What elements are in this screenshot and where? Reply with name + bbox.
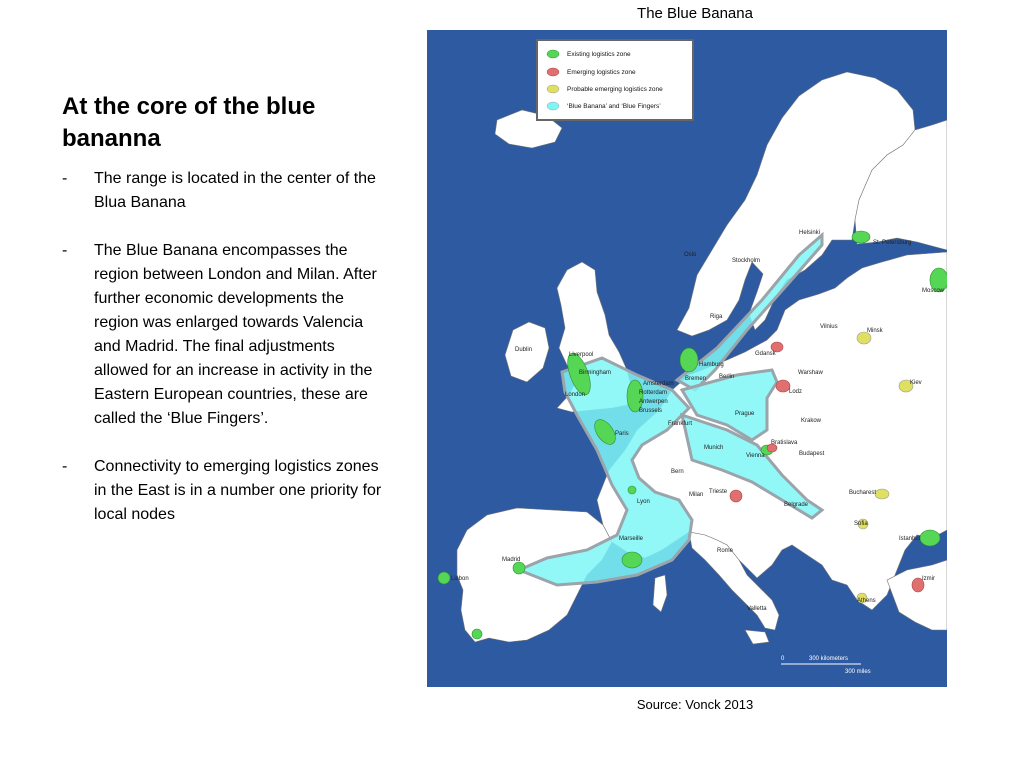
city-madrid: Madrid — [502, 557, 521, 563]
city-berlin: Berlin — [719, 374, 735, 380]
bullet-text: The range is located in the center of the Blua Banana — [94, 170, 376, 211]
city-vienna: Vienna — [746, 453, 765, 459]
bullet-dash: - — [62, 242, 68, 259]
legend-banana-icon — [547, 102, 559, 110]
city-dublin: Dublin — [515, 347, 533, 353]
legend-existing-label: Existing logistics zone — [567, 51, 631, 58]
city-lyon: Lyon — [637, 499, 650, 505]
city-rome: Rome — [717, 548, 734, 554]
bullet-text: The Blue Banana encompasses the region between London and Milan. After further economic developments the region was enlarged towards Valencia and Madrid. The final adjustments allowed for an increase in activity in the Eastern European countries, these are called the ‘Blue Fingers’. — [94, 242, 377, 427]
legend-probable-label: Probable emerging logistics zone — [567, 86, 663, 93]
city-birmingham: Birmingham — [579, 370, 612, 376]
city-milan: Milan — [689, 492, 704, 498]
city-antwerpen: Antwerpen — [639, 399, 668, 405]
bullet-text: Connectivity to emerging logistics zones in the East is in a number one priority for local nodes — [94, 458, 382, 523]
city-athens: Athens — [857, 598, 876, 604]
bullet-dash: - — [62, 170, 68, 187]
city-riga: Riga — [710, 314, 723, 320]
europe-map — [427, 30, 947, 687]
city-warshaw: Warshaw — [798, 370, 823, 376]
zone-lyon — [628, 486, 636, 494]
city-moscow: Moscow — [922, 288, 945, 294]
bullet-dash: - — [62, 458, 68, 475]
legend-existing-icon — [547, 50, 559, 58]
city-rotterdam: Rotterdam — [639, 390, 668, 396]
zone-istanbul — [920, 530, 940, 546]
city-frankfurt: Frankfurt — [668, 421, 693, 427]
bullet-list — [62, 167, 384, 551]
zone-lisbon — [438, 572, 450, 584]
city-valletta: Valletta — [747, 606, 767, 612]
city-oslo: Oslo — [684, 252, 697, 258]
legend-probable-icon — [547, 85, 559, 93]
legend-banana-label: ‘Blue Banana’ and ‘Blue Fingers’ — [567, 103, 661, 110]
city-hamburg: Hamburg — [699, 362, 724, 368]
zone-st-petersburg — [852, 231, 870, 243]
zone-hamburg — [680, 348, 698, 372]
zone-marseille — [622, 552, 642, 568]
legend-emerging-icon — [547, 68, 559, 76]
city-paris: Paris — [615, 431, 629, 437]
city-istanbul: Istanbul — [899, 536, 921, 542]
city-lodz: Lodz — [789, 389, 803, 395]
zone-madrid — [513, 562, 525, 574]
city-kiev: Kiev — [910, 380, 922, 386]
scale-miles: 300 miles — [845, 669, 871, 675]
city-brussels: Brussels — [639, 408, 663, 414]
city-bucharest: Bucharest — [849, 490, 877, 496]
scale-zero: 0 — [781, 656, 785, 662]
city-st-petersburg: St. Petersburg — [873, 240, 912, 246]
city-bremen: Bremen — [685, 376, 707, 382]
city-stockholm: Stockholm — [732, 258, 761, 264]
bullet-item — [62, 455, 384, 527]
city-bratislava: Bratislava — [771, 440, 798, 446]
city-amsterdam: Amsterdam — [643, 381, 674, 387]
bullet-item — [62, 167, 384, 215]
map-caption: The Blue Banana — [637, 5, 753, 22]
city-munich: Munich — [704, 445, 724, 451]
city-prague: Prague — [735, 411, 755, 417]
city-marseille: Marseille — [619, 536, 644, 542]
map-legend — [537, 40, 693, 120]
source-caption: Source: Vonck 2013 — [636, 697, 754, 712]
scale-km: 300 kilometers — [809, 656, 849, 662]
city-helsinki: Helsinki — [799, 230, 821, 236]
city-liverpool: Liverpool — [569, 352, 594, 358]
city-vilnius: Vilnius — [820, 324, 838, 330]
city-trieste: Trieste — [709, 489, 728, 495]
zone-trieste — [730, 490, 742, 502]
city-sofia: Sofia — [854, 521, 868, 527]
city-budapest: Budapest — [799, 451, 825, 457]
city-izmir: Izmir — [922, 576, 935, 582]
city-gdansk: Gdansk — [755, 351, 776, 357]
slide-title: At the core of the blue bananna — [62, 93, 316, 152]
legend-emerging-label: Emerging logistics zone — [567, 69, 636, 76]
city-london: London — [565, 392, 586, 398]
zone-bucharest — [875, 489, 889, 499]
zone-lodz — [776, 380, 790, 392]
city-lisbon: Lisbon — [451, 576, 469, 582]
city-krakow: Krakow — [801, 418, 822, 424]
bullet-item — [62, 239, 384, 431]
city-bern: Bern — [671, 469, 684, 475]
city-belgrade: Belgrade — [784, 502, 809, 508]
zone-gibraltar — [472, 629, 482, 639]
city-minsk: Minsk — [867, 328, 883, 334]
